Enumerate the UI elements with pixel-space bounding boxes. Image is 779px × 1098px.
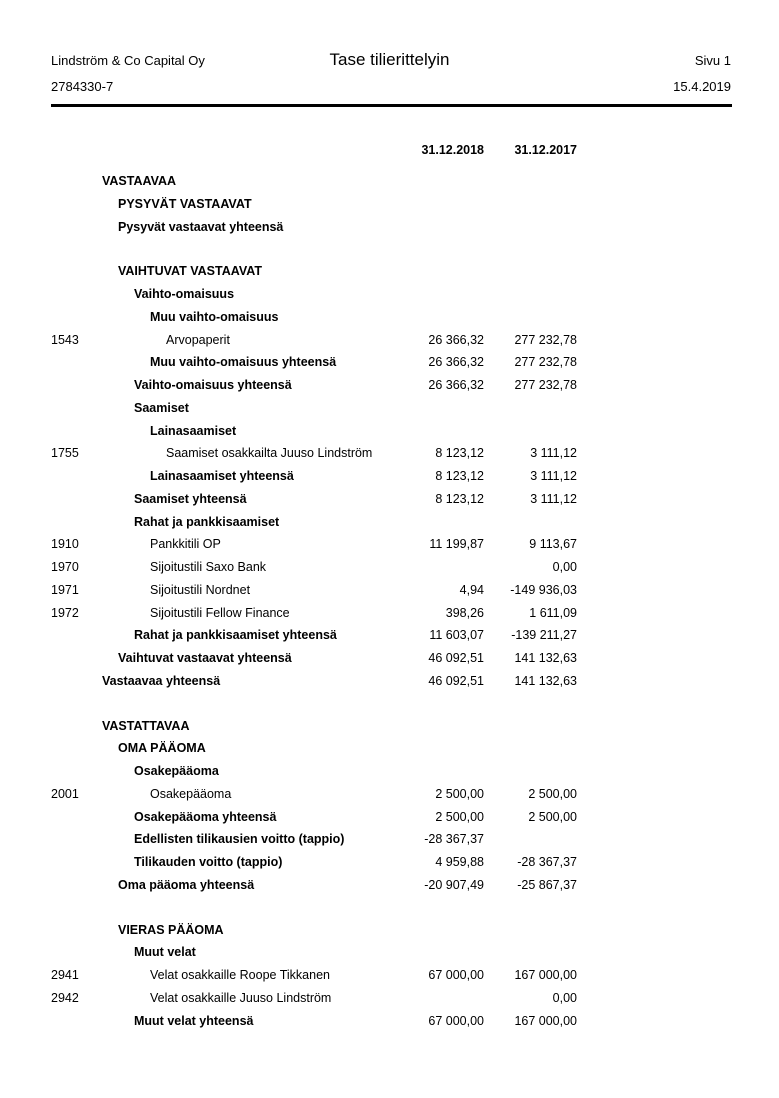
value-2018: 26 366,32	[428, 332, 484, 347]
value-2018: 2 500,00	[435, 786, 484, 801]
value-2017: 0,00	[552, 990, 577, 1005]
row-label: PYSYVÄT VASTAAVAT	[118, 196, 252, 211]
row-label: Pysyvät vastaavat yhteensä	[118, 219, 284, 234]
value-2018: 11 603,07	[429, 628, 484, 643]
row-label: Muu vaihto-omaisuus yhteensä	[150, 355, 337, 370]
row-label: OMA PÄÄOMA	[118, 741, 206, 756]
row-label: Arvopaperit	[166, 332, 230, 347]
table-row	[0, 172, 779, 190]
value-2017: 1 611,09	[529, 605, 577, 620]
value-2017: 2 500,00	[528, 809, 577, 824]
row-label: Saamiset osakkailta Juuso Lindström	[166, 446, 373, 461]
account-number: 2941	[51, 968, 79, 982]
table-row	[0, 422, 779, 440]
row-label: Osakepääoma	[134, 764, 219, 778]
table-row	[0, 218, 779, 236]
row-label: VAIHTUVAT VASTAAVAT	[118, 264, 262, 279]
value-2018: 67 000,00	[428, 1013, 484, 1028]
table-row	[0, 195, 779, 213]
table-row	[0, 853, 779, 871]
row-label: Saamiset	[134, 400, 189, 415]
column-header-2017: 31.12.2017	[514, 143, 577, 157]
value-2017: 3 111,12	[530, 469, 577, 483]
table-row	[0, 399, 779, 417]
table-row	[0, 717, 779, 735]
value-2018: 67 000,00	[428, 968, 484, 982]
value-2018: 4,94	[459, 582, 484, 597]
row-label: Saamiset yhteensä	[134, 491, 247, 506]
value-2017: 9 113,67	[529, 537, 577, 552]
value-2018: 8 123,12	[435, 469, 484, 483]
row-label: Sijoitustili Nordnet	[150, 582, 251, 597]
row-label: Muut velat	[134, 945, 196, 960]
value-2017: 277 232,78	[514, 332, 577, 347]
page-number: Sivu 1	[694, 53, 731, 68]
value-2017: 141 132,63	[514, 651, 577, 665]
table-row	[0, 876, 779, 894]
table-row	[0, 943, 779, 961]
table-row	[0, 467, 779, 485]
account-number: 1910	[51, 537, 79, 552]
table-row	[0, 308, 779, 326]
row-label: Muu vaihto-omaisuus	[150, 309, 279, 324]
value-2017: 3 111,12	[530, 446, 577, 461]
table-row	[0, 285, 779, 303]
row-label: Sijoitustili Fellow Finance	[150, 605, 290, 620]
row-label: Vaihtuvat vastaavat yhteensä	[118, 651, 292, 665]
table-row	[0, 808, 779, 826]
account-number: 1971	[51, 582, 79, 597]
value-2018: 8 123,12	[435, 446, 484, 461]
row-label: Lainasaamiset yhteensä	[150, 469, 294, 483]
value-2018: 4 959,88	[435, 855, 484, 869]
row-label: Osakepääoma	[150, 786, 232, 801]
value-2017: 141 132,63	[514, 673, 577, 688]
row-label: VASTAAVAA	[102, 174, 177, 188]
row-label: VASTATTAVAA	[102, 718, 190, 733]
value-2017: -149 936,03	[510, 582, 577, 597]
row-label: Rahat ja pankkisaamiset	[134, 514, 280, 529]
column-headers	[0, 143, 779, 159]
header-divider	[51, 104, 732, 107]
account-number: 1970	[51, 560, 79, 574]
table-row	[0, 604, 779, 622]
table-row	[0, 921, 779, 939]
value-2018: 26 366,32	[428, 355, 484, 370]
row-label: Osakepääoma yhteensä	[134, 809, 277, 824]
table-row	[0, 762, 779, 780]
value-2017: 277 232,78	[514, 355, 577, 370]
table-row	[0, 262, 779, 280]
row-label: Velat osakkaille Juuso Lindström	[150, 990, 332, 1005]
table-row	[0, 535, 779, 553]
row-label: Oma pääoma yhteensä	[118, 877, 255, 892]
value-2017: 167 000,00	[514, 968, 577, 982]
value-2018: -28 367,37	[424, 832, 484, 847]
value-2018: 11 199,87	[429, 537, 484, 552]
table-row	[0, 626, 779, 644]
table-row	[0, 649, 779, 667]
table-row	[0, 581, 779, 599]
row-label: Edellisten tilikausien voitto (tappio)	[134, 832, 345, 847]
table-row	[0, 513, 779, 531]
table-row	[0, 739, 779, 757]
row-label: Vastaavaa yhteensä	[102, 673, 221, 688]
value-2018: 46 092,51	[428, 651, 484, 665]
value-2017: 277 232,78	[514, 378, 577, 392]
account-number: 1543	[51, 332, 79, 347]
table-row	[0, 966, 779, 984]
business-id: 2784330-7	[51, 79, 114, 94]
row-label: Velat osakkaille Roope Tikkanen	[150, 968, 330, 982]
value-2017: 0,00	[552, 560, 577, 574]
account-number: 1972	[51, 605, 79, 620]
value-2018: -20 907,49	[424, 877, 484, 892]
value-2018: 2 500,00	[435, 809, 484, 824]
table-row	[0, 672, 779, 690]
table-row	[0, 444, 779, 462]
account-number: 1755	[51, 446, 79, 461]
company-name: Lindström & Co Capital Oy	[51, 53, 205, 68]
row-label: Lainasaamiset	[150, 423, 237, 438]
value-2018: 8 123,12	[435, 491, 484, 506]
value-2018: 398,26	[445, 605, 484, 620]
account-number: 2942	[51, 990, 79, 1005]
value-2017: 3 111,12	[530, 491, 577, 506]
report-title: Tase tilierittelyin	[329, 50, 450, 69]
row-label: Muut velat yhteensä	[134, 1013, 254, 1028]
table-row	[0, 376, 779, 394]
table-row	[0, 558, 779, 576]
row-label: VIERAS PÄÄOMA	[118, 922, 224, 937]
row-label: Vaihto-omaisuus yhteensä	[134, 378, 292, 392]
account-number: 2001	[51, 786, 79, 801]
report-date: 15.4.2019	[673, 79, 731, 94]
row-label: Rahat ja pankkisaamiset yhteensä	[134, 628, 337, 643]
value-2017: -139 211,27	[511, 628, 577, 643]
table-row	[0, 989, 779, 1007]
table-row	[0, 353, 779, 371]
value-2017: 167 000,00	[514, 1013, 577, 1028]
value-2017: -28 367,37	[517, 855, 577, 869]
row-label: Tilikauden voitto (tappio)	[134, 855, 283, 869]
value-2017: -25 867,37	[517, 877, 577, 892]
table-row	[0, 785, 779, 803]
column-header-2018: 31.12.2018	[421, 143, 484, 157]
value-2018: 26 366,32	[428, 378, 484, 392]
row-label: Vaihto-omaisuus	[134, 287, 235, 301]
row-label: Sijoitustili Saxo Bank	[150, 560, 267, 574]
row-label: Pankkitili OP	[150, 537, 221, 552]
table-row	[0, 331, 779, 349]
value-2017: 2 500,00	[528, 786, 577, 801]
table-row	[0, 830, 779, 848]
table-row	[0, 490, 779, 508]
table-row	[0, 1012, 779, 1030]
value-2018: 46 092,51	[428, 673, 484, 688]
